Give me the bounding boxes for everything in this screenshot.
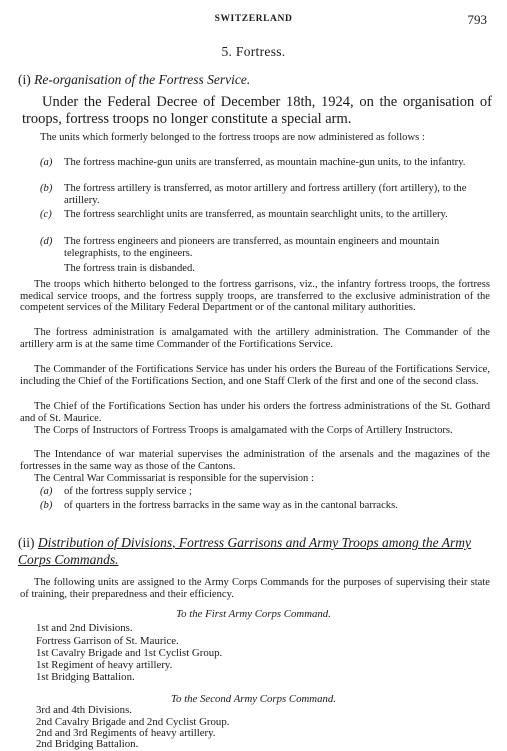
- item-marker: (b): [40, 183, 53, 194]
- item-text: The fortress artillery is transferred, as motor artillery and fortress artillery (fort artillery), to the artillery.: [64, 183, 467, 206]
- paragraph: The Intendance of war material supervises the administration of the arsenals and the magazines of the fortresses in the same way as those of the Cantons.: [20, 449, 490, 472]
- item-marker: (b): [40, 500, 53, 511]
- list-item: 2nd Bridging Battalion.: [36, 738, 139, 750]
- list-item: 1st Bridging Battalion.: [36, 671, 135, 683]
- item-text: The fortress searchlight units are transferred, as mountain searchlight units, to the artillery.: [64, 209, 448, 220]
- paragraph: The Commander of the Fortifications Service has under his orders the Bureau of the Fortifications Service, including the Chief of the Fortifications Section, and one Staff Clerk of the first and one of the second class.: [20, 364, 490, 387]
- item-text: The fortress engineers and pioneers are transferred, as mountain engineers and mountain telegraphists, to the engineers.: [64, 236, 440, 259]
- lead-paragraph: The units which formerly belonged to the fortress troops are now administered as follows :: [40, 132, 425, 143]
- page-header: [0, 12, 507, 28]
- list-item: Fortress Garrison of St. Maurice.: [36, 635, 179, 647]
- item-marker: (d): [40, 236, 53, 247]
- subsection-heading-1: [18, 72, 250, 88]
- section-heading: 5. Fortress.: [221, 44, 286, 59]
- item-text: The fortress machine-gun units are transferred, as mountain machine-gun units, to the infantry.: [64, 157, 466, 168]
- list-item: [40, 209, 492, 233]
- subsection-number: (ii): [18, 535, 35, 550]
- intro-paragraph: Under the Federal Decree of December 18th, 1924, on the organisation of troops, fortress troops no longer constitute a special arm.: [22, 94, 492, 127]
- list-item: [40, 486, 492, 498]
- paragraph: The fortress administration is amalgamated with the artillery administration. The Commander of the artillery arm is at the same time Commander of the Fortifications Service.: [20, 327, 490, 350]
- list-item: [40, 157, 492, 181]
- list-item: [40, 183, 492, 207]
- list-item: [40, 500, 492, 524]
- list-item: 1st Regiment of heavy artillery.: [36, 659, 173, 671]
- subsection-number: (i): [18, 72, 31, 87]
- paragraph: The following units are assigned to the Army Corps Commands for the purposes of supervising their state of training, their preparedness and their efficiency.: [20, 577, 490, 600]
- page-number: 793: [467, 12, 487, 27]
- subsection-title: Re-organisation of the Fortress Service.: [34, 72, 251, 87]
- list-item: 2nd Cavalry Brigade and 2nd Cyclist Group.: [36, 716, 230, 728]
- list-item: 2nd and 3rd Regiments of heavy artillery.: [36, 727, 216, 739]
- list-item: [40, 236, 492, 260]
- subsection-heading-2: [18, 534, 488, 568]
- list-item: 3rd and 4th Divisions.: [36, 704, 132, 716]
- first-corps-heading: To the First Army Corps Command.: [176, 608, 331, 620]
- list-item: 1st and 2nd Divisions.: [36, 622, 133, 634]
- subsection-title: Distribution of Divisions, Fortress Garrisons and Army Troops among the Army Corps Commands.: [18, 535, 472, 567]
- paragraph: The Central War Commissariat is responsible for the supervision :: [34, 473, 314, 484]
- running-title: SWITZERLAND: [214, 14, 293, 24]
- item-text: of the fortress supply service ;: [64, 486, 192, 497]
- item-marker: (a): [40, 486, 53, 497]
- item-marker: (c): [40, 209, 52, 220]
- paragraph: The Chief of the Fortifications Section has under his orders the fortress administrations of the St. Gothard and of St. Maurice.: [20, 401, 490, 424]
- train-line: The fortress train is disbanded.: [64, 263, 195, 274]
- item-marker: (a): [40, 157, 53, 168]
- second-corps-heading: To the Second Army Corps Command.: [171, 693, 336, 705]
- paragraph: The troops which hitherto belonged to the fortress garrisons, viz., the infantry fortress troops, the fortress medical service troops, and the fortress supply troops, are transferred to the exclusive administration of the competent services of the Military Federal Department or of the cantonal military authorities.: [20, 279, 490, 314]
- paragraph: The Corps of Instructors of Fortress Troops is amalgamated with the Corps of Artillery Instructors.: [34, 425, 453, 436]
- list-item: 1st Cavalry Brigade and 1st Cyclist Group.: [36, 647, 223, 659]
- item-text: of quarters in the fortress barracks in the same way as in the cantonal barracks.: [64, 500, 398, 511]
